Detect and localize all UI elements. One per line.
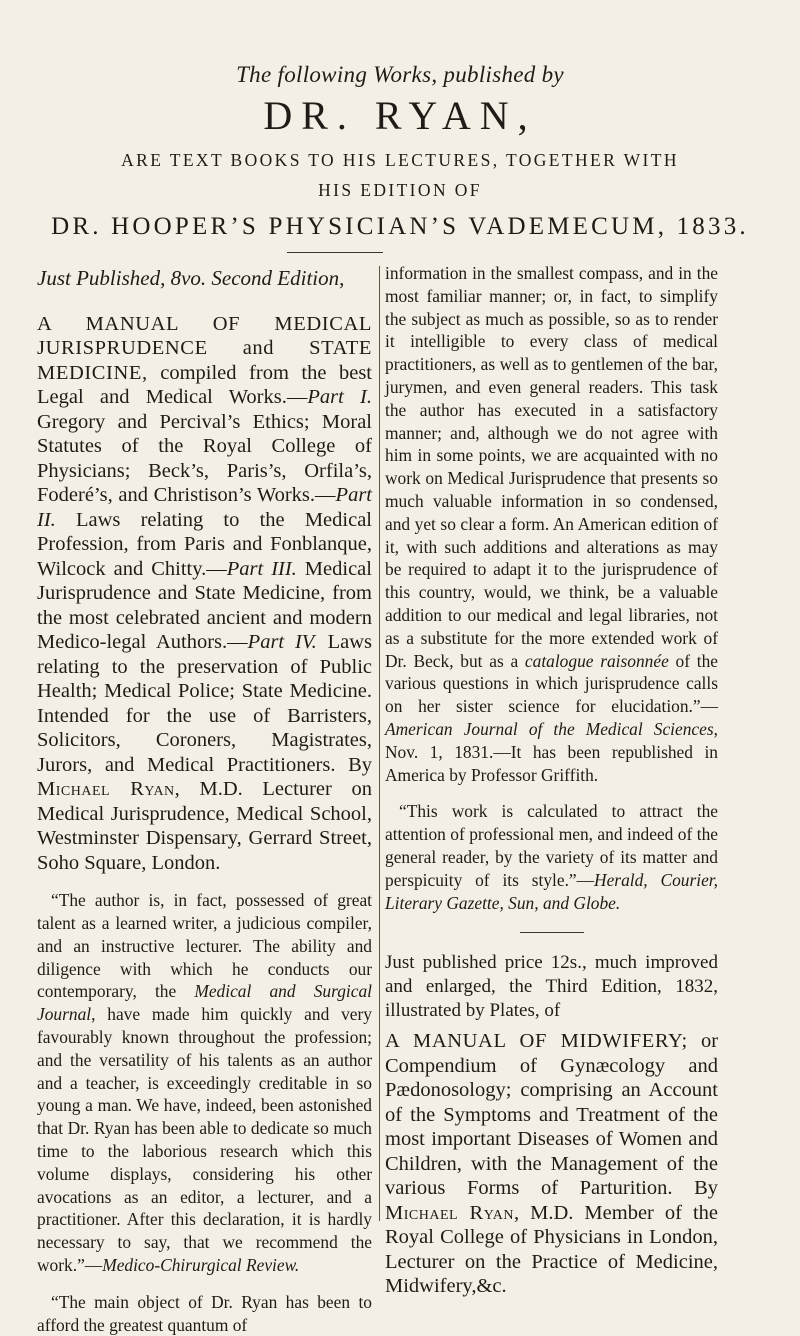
manual-description: compiled from the best Legal and Medical Works.— [37,361,372,409]
review-text: , Nov. 1, 1831.—It has been republished in America by Professor Griffith. [385,718,718,785]
spacer [37,290,372,312]
manual-description: Medical Jurisprudence and State Medicine, from the most celebrated ancient and modern Medico-legal Authors.— [37,557,372,654]
review-text: of the various questions in which jurisprudence calls on her sister science for elucidation.”— [385,650,719,717]
review-source: Medico-Chirurgical Review. [102,1255,300,1276]
review-medico-chirurgical [37,889,372,1277]
author-heading: DR. RYAN, [263,93,537,138]
review-text: , have made him quickly and very favourably known throughout the profession; and the versatility of his talents as an author and a teacher, is exceedingly creditable in so young a man. We have, indeed, been astonished that Dr. Ryan has been able to dedicate so much time to the laborious research which this volume displays, considering his other avocations as an editor, a lecturer, and a practitioner. After this declaration, it is hardly necessary to say, that we recommend the work.”— [37,1004,372,1276]
catalogue-phrase: catalogue raisonnée [524,650,669,671]
subheading-line-1: ARE TEXT BOOKS TO HIS LECTURES, TOGETHER WITH [121,150,679,170]
spacer [385,786,718,800]
header-rule [287,252,383,253]
review-herald [385,800,718,914]
subheading-line-2: HIS EDITION OF [318,180,482,200]
midwifery-manual-entry [385,1029,718,1299]
author-name: Michael Ryan [385,1201,515,1224]
column-divider [379,266,380,1221]
jurisprudence-manual-entry [37,312,372,876]
vademecum-heading: DR. HOOPER’S PHYSICIAN’S VADEMECUM, 1833. [51,213,749,240]
publication-note-text: Just Published, 8vo. Second Edition, [37,266,345,290]
review-text: “This work is calculated to attract the attention of professional men, and indeed of the general reader, by the variety of its matter and perspicuity of its style.”— [385,801,718,890]
journal-name: Medical and Surgical Journal [37,981,372,1025]
spacer [37,1277,372,1291]
section-rule [520,932,584,933]
review-text: “The main object of Dr. Ryan has been to afford the greatest quantum of [37,1291,372,1335]
manual-description: Laws relating to the Medical Profession, from Paris and Fonblanque, Wilcock and Chitty.— [37,508,372,580]
right-column [385,262,718,1299]
review-source: American Journal of the Medical Sciences [385,718,714,739]
review-source: Herald, Courier, Literary Gazette, Sun, and Globe. [385,869,718,913]
midwifery-description: , M.D. Member of the Royal College of Physicians in London, Lecturer on the Practice of Medicine, Midwifery,&c. [385,1201,718,1298]
part-label: Part IV. [247,631,317,654]
manual-description: Gregory and Percival’s Ethics; Moral Statutes of the Royal College of Physicians; Beck’s, Paris’s, Orfila’s, Foderé’s, and Christison’s Works.— [37,410,372,507]
intro-line: The following Works, published by [236,62,564,87]
part-label: Part II. [37,484,372,531]
review-american-journal-continued [385,262,718,786]
part-label: Part III. [226,557,297,580]
midwifery-publication-note: Just published price 12s., much improved and enlarged, the Third Edition, 1832, illustrated by Plates, of [385,952,718,1022]
part-label: Part I. [307,386,372,409]
left-column [37,262,372,1336]
midwifery-manual-title: A MANUAL OF MIDWIFERY; [385,1030,688,1053]
spacer [37,875,372,889]
author-name: Michael Ryan [37,778,175,801]
publication-note [37,267,372,290]
midwifery-description: or Compendium of Gynæcology and Pædonosology; comprising an Account of the Symptoms and Treatment of the most important Diseases of Women and Children, with the Management of the various Forms of Parturition. By [385,1030,719,1200]
manual-description: , M.D. Lecturer on Medical Jurisprudence, Medical School, Westminster Dispensary, Gerrard Street, Soho Square, London. [37,778,372,874]
review-text: information in the smallest compass, and in the most familiar manner; or, in fact, to simplify the subject as much as possible, so as to render it intelligible to every class of medical practitioners, as well as to gentlemen of the bar, jurymen, and even general readers. This task the author has executed in a satisfactory manner; and, although we do not agree with him in some points, we are acquainted with no work on Medical Jurisprudence that presents so much valuable information in so condensed, and yet so clear a form. An American edition of it, with such additions and alterations as may be required to adapt it to the jurisprudence of this country, would, we think, be a valuable addition to our medical and legal libraries, not as a substitute for the more extended work of Dr. Beck, but as a [385,263,718,671]
manual-description: Laws relating to the preservation of Public Health; Medical Police; State Medicine. Intended for the use of Barristers, Solicitors, Coroners, Magistrates, Jurors, and Medical Practitioners. By [37,631,373,776]
review-text: “The author is, in fact, possessed of great talent as a learned writer, a judicious compiler, and an instructive lecturer. The ability and diligence with which he conducts our contemporary, the [37,890,372,1002]
jurisprudence-manual-title: A MANUAL OF MEDICAL JURISPRUDENCE and STATE MEDICINE, [37,312,372,384]
